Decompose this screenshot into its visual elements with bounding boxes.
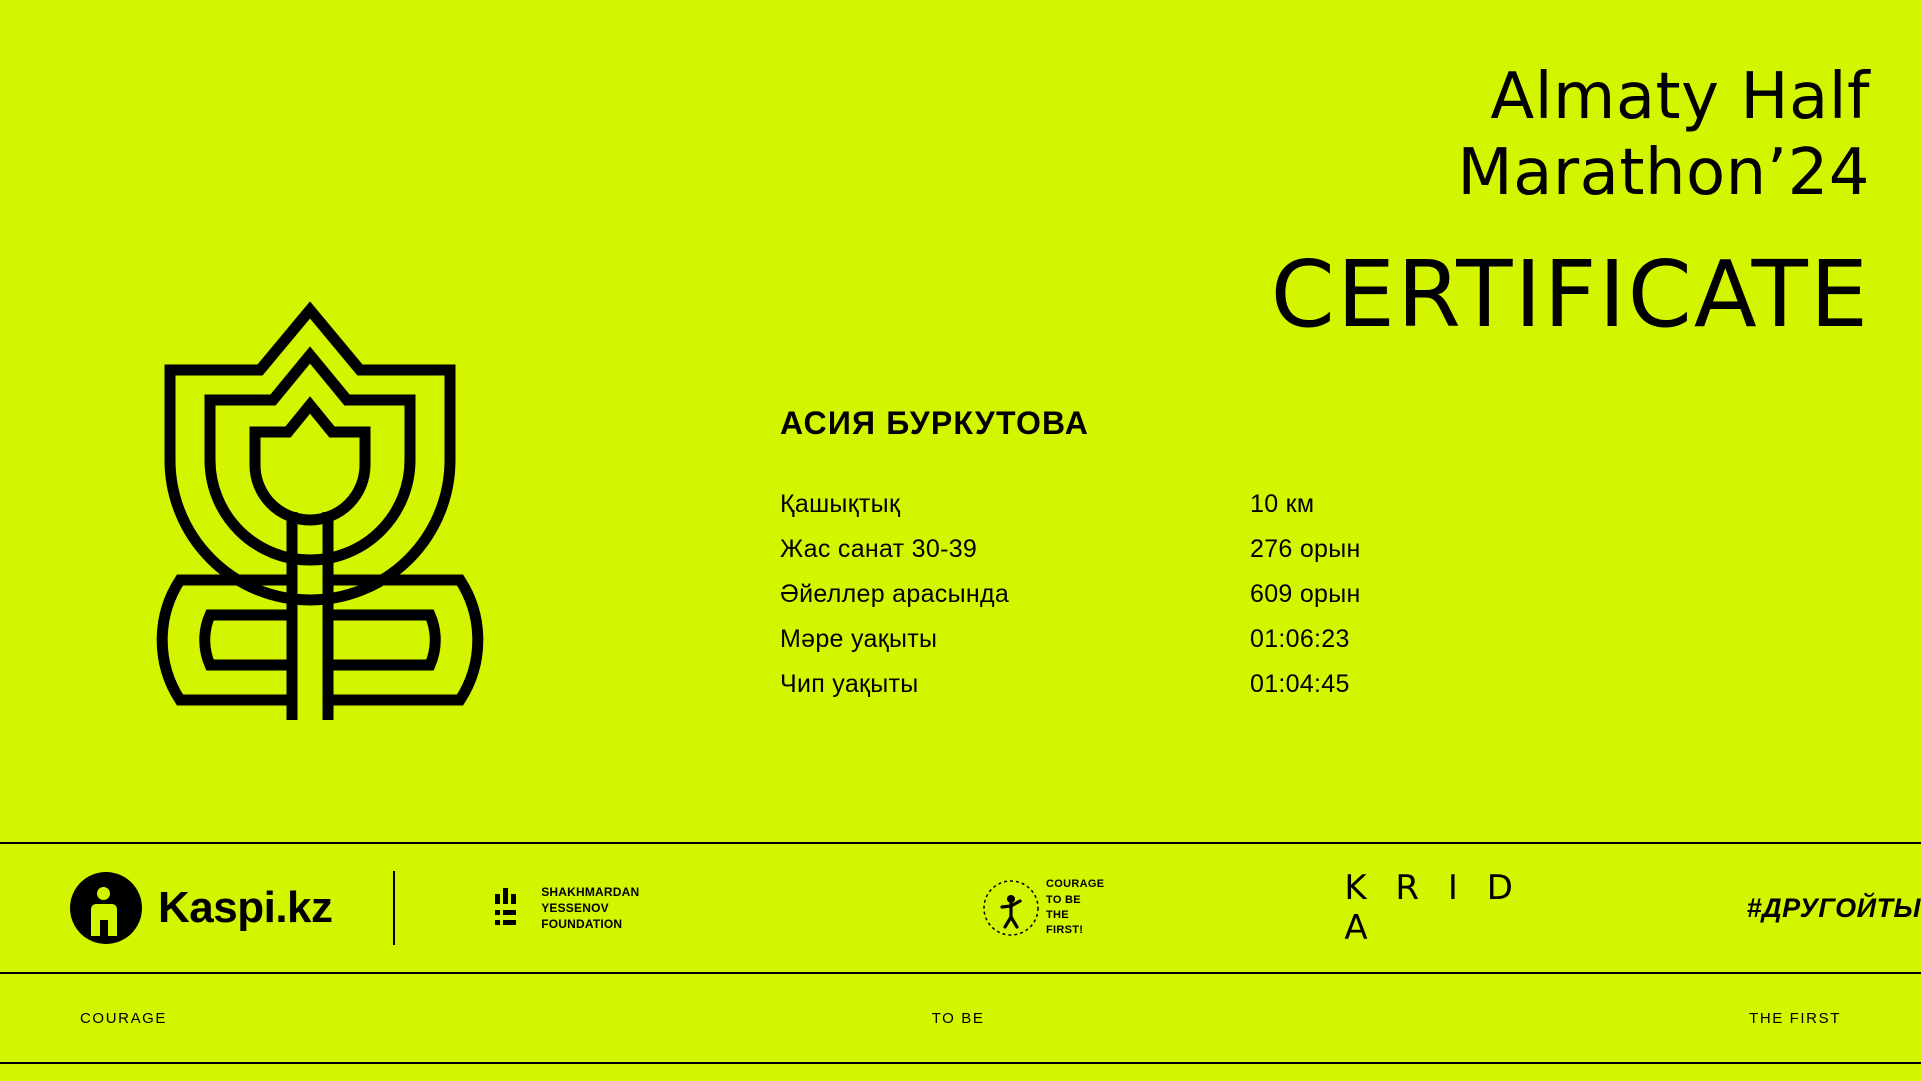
table-row [780,670,1520,699]
courage-line-3: THE FIRST! [1046,909,1084,937]
document-type-heading: CERTIFICATE [1270,241,1870,349]
slogan-strip [0,974,1921,1062]
event-title-line-1: Almaty Half [1490,60,1870,134]
slogan-part-3: THE FIRST [1749,1009,1841,1027]
table-row [780,490,1520,519]
table-row [780,625,1520,654]
athlete-name: АСИЯ БУРКУТОВА [780,405,1090,442]
yessenov-wordmark [541,884,680,933]
yessenov-line-1: SHAKHMARDAN YESSENOV [541,884,640,915]
result-label: Чип уақыты [780,670,919,699]
sponsor-bar [0,844,1921,972]
sponsor-krida: K R I D A [1344,868,1522,948]
courage-line-1: COURAGE [1046,878,1105,891]
event-title [780,60,1870,211]
event-title-line-2: Marathon’24 [1457,135,1870,210]
result-label: Жас санат 30-39 [780,535,978,564]
courage-fund-logo-icon [980,877,1042,939]
tulip-emblem-icon [60,160,580,730]
sponsor-yessenov-foundation [495,884,680,933]
results-table [780,490,1520,699]
sponsor-kaspi [70,872,353,944]
sponsor-courage-fund [980,877,1104,939]
sponsor-drugoity-hashtag: #ДРУГОЙТЫ [1746,892,1921,923]
result-label: Мәре уақыты [780,625,938,654]
courage-fund-wordmark [1046,877,1104,939]
yessenov-logo-icon [495,888,529,928]
divider-bottom [0,1062,1921,1064]
result-value: 276 орын [1250,535,1361,564]
kaspi-logo-icon [70,872,142,944]
table-row [780,535,1520,564]
kaspi-wordmark: Kaspi.kz [158,883,333,932]
yessenov-line-2: FOUNDATION [541,917,623,932]
slogan-part-1: COURAGE [80,1009,168,1027]
result-value: 01:04:45 [1250,670,1350,699]
result-value: 609 орын [1250,580,1361,609]
slogan-part-2: TO BE [931,1009,985,1027]
result-value: 10 км [1250,490,1315,519]
result-label: Қашықтық [780,490,901,519]
table-row [780,580,1520,609]
result-label: Әйеллер арасында [780,580,1010,609]
courage-line-2: TO BE [1046,893,1081,906]
sponsor-separator [393,871,395,945]
result-value: 01:06:23 [1250,625,1350,654]
certificate-content [780,60,1870,715]
